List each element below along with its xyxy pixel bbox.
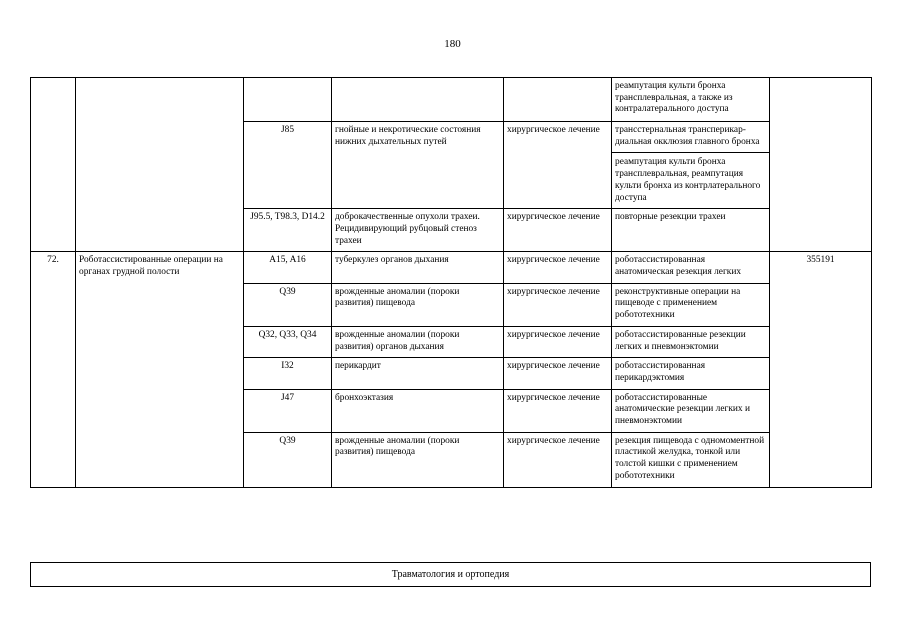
code-cell bbox=[244, 78, 332, 122]
treatment-cell: хирургическое лечение bbox=[504, 432, 612, 487]
disease-cell: гнойные и некротические состояния нижних дыхательных путей bbox=[332, 122, 504, 209]
procedure-name-cell bbox=[76, 78, 244, 252]
code-cell: J47 bbox=[244, 389, 332, 432]
code-cell: Q32, Q33, Q34 bbox=[244, 326, 332, 357]
medical-procedures-table bbox=[30, 77, 872, 488]
method-cell: резекция пищевода с одномоментной пластикой желудка, тонкой или толстой кишки с применением робототехники bbox=[612, 432, 770, 487]
treatment-cell bbox=[504, 78, 612, 122]
method-cell: роботассистированные анатомические резекции легких и пневмонэктомии bbox=[612, 389, 770, 432]
treatment-cell: хирургическое лечение bbox=[504, 326, 612, 357]
treatment-cell: хирургическое лечение bbox=[504, 389, 612, 432]
code-cell: I32 bbox=[244, 358, 332, 389]
code-cell: J95.5, T98.3, D14.2 bbox=[244, 209, 332, 252]
disease-cell bbox=[332, 78, 504, 122]
method-item: трансстернальная трансперикар-диальная окклюзия главного бронха bbox=[615, 125, 760, 147]
method-cell: роботассистированная перикардэктомия bbox=[612, 358, 770, 389]
code-cell: A15, A16 bbox=[244, 252, 332, 283]
method-cell: роботассистированная анатомическая резекция легких bbox=[612, 252, 770, 283]
code-cell: J85 bbox=[244, 122, 332, 209]
treatment-cell: хирургическое лечение bbox=[504, 252, 612, 283]
method-cell: повторные резекции трахеи bbox=[612, 209, 770, 252]
price-cell bbox=[770, 78, 872, 252]
treatment-cell: хирургическое лечение bbox=[504, 283, 612, 326]
disease-cell: врожденные аномалии (пороки развития) пищевода bbox=[332, 432, 504, 487]
method-cell: роботассистированные резекции легких и пневмонэктомии bbox=[612, 326, 770, 357]
page-number: 180 bbox=[444, 38, 461, 50]
table-row bbox=[31, 78, 872, 122]
table-row bbox=[31, 252, 872, 283]
row-number-cell bbox=[31, 78, 76, 252]
disease-cell: бронхоэктазия bbox=[332, 389, 504, 432]
code-cell: Q39 bbox=[244, 432, 332, 487]
disease-cell: доброкачественные опухоли трахеи. Рецидивирующий рубцовый стеноз трахеи bbox=[332, 209, 504, 252]
price-cell: 355191 bbox=[770, 252, 872, 487]
disease-cell: врожденные аномалии (пороки развития) пищевода bbox=[332, 283, 504, 326]
treatment-cell: хирургическое лечение bbox=[504, 209, 612, 252]
procedure-name-cell: Роботассистированные операции на органах грудной полости bbox=[76, 252, 244, 487]
method-cell bbox=[612, 122, 770, 209]
row-number-cell: 72. bbox=[31, 252, 76, 487]
method-item: реампутация культи бронха трансплевральная, реампутация культи бронха из контрлатерального доступа bbox=[612, 152, 769, 204]
treatment-cell: хирургическое лечение bbox=[504, 358, 612, 389]
disease-cell: туберкулез органов дыхания bbox=[332, 252, 504, 283]
disease-cell: врожденные аномалии (пороки развития) органов дыхания bbox=[332, 326, 504, 357]
treatment-cell: хирургическое лечение bbox=[504, 122, 612, 209]
section-header: Травматология и ортопедия bbox=[30, 562, 871, 587]
method-cell: реампутация культи бронха трансплевральная, а также из контралатерального доступа bbox=[612, 78, 770, 122]
method-cell: реконструктивные операции на пищеводе с применением робототехники bbox=[612, 283, 770, 326]
code-cell: Q39 bbox=[244, 283, 332, 326]
disease-cell: перикардит bbox=[332, 358, 504, 389]
